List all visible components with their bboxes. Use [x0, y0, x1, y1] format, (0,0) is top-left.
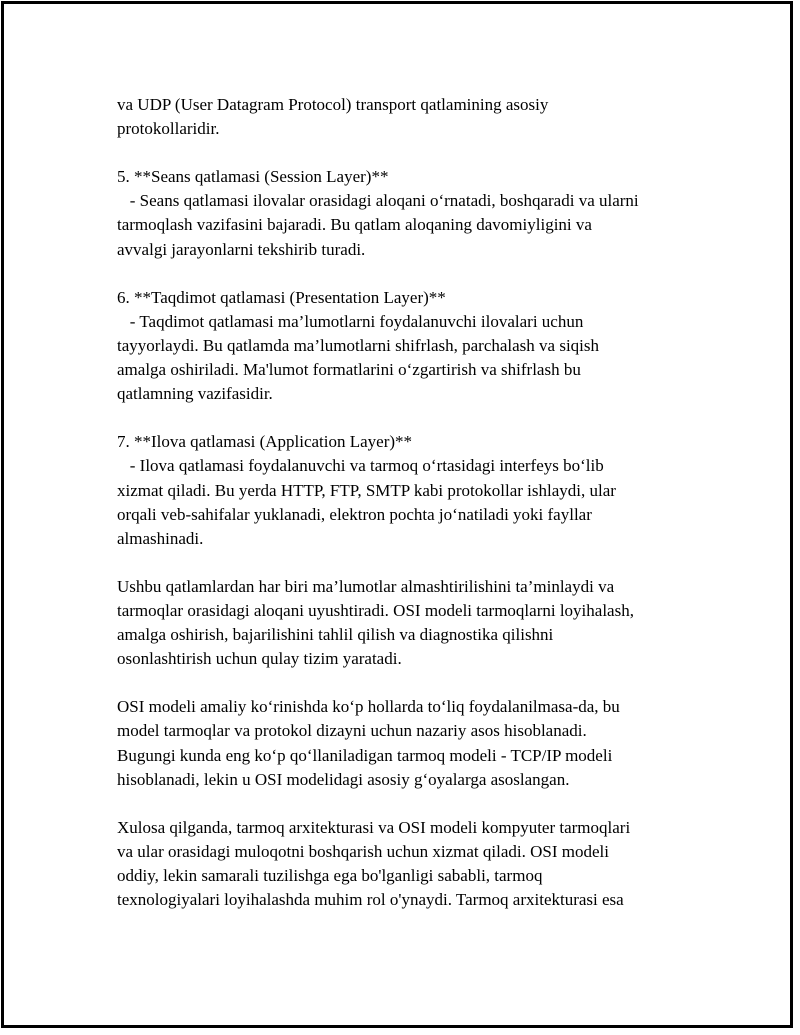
section-heading: 6. **Taqdimot qatlamasi (Presentation Layer)**: [117, 287, 446, 307]
text-line: xizmat qiladi. Bu yerda HTTP, FTP, SMTP kabi protokollar ishlaydi, ular: [117, 480, 616, 500]
text-line: amalga oshiriladi. Ma'lumot formatlarini o‘zgartirish va shifrlash bu: [117, 360, 581, 380]
paragraph-spacer: [117, 141, 717, 165]
text-line: hisoblanadi, lekin u OSI modelidagi asosiy g‘oyalarga asoslangan.: [117, 769, 570, 789]
text-line: amalga oshirish, bajarilishini tahlil qilish va diagnostika qilishni: [117, 625, 554, 645]
paragraph-intro: [117, 93, 717, 141]
text-line: orqali veb-sahifalar yuklanadi, elektron pochta jo‘natiladi yoki fayllar: [117, 504, 592, 524]
paragraph-spacer: [117, 262, 717, 286]
text-line: - Ilova qatlamasi foydalanuvchi va tarmoq o‘rtasidagi interfeys bo‘lib: [117, 456, 604, 476]
text-line: model tarmoqlar va protokol dizayni uchun nazariy asos hisoblanadi.: [117, 721, 587, 741]
paragraph-spacer: [117, 792, 717, 816]
text-line: oddiy, lekin samarali tuzilishga ega bo'lganligi sababli, tarmoq: [117, 866, 543, 885]
paragraph-conclusion: [117, 816, 717, 912]
text-line: qatlamning vazifasidir.: [117, 384, 273, 404]
section-presentation-layer: [117, 286, 717, 406]
section-heading: 5. **Seans qatlamasi (Session Layer)**: [117, 167, 389, 187]
document-body: [117, 93, 717, 912]
text-line: - Taqdimot qatlamasi ma’lumotlarni foydalanuvchi ilovalari uchun: [117, 311, 584, 331]
text-line: protokollaridir.: [117, 119, 220, 139]
section-heading: 7. **Ilova qatlamasi (Application Layer)**: [117, 432, 413, 452]
text-line: va ular orasidagi muloqotni boshqarish uchun xizmat qiladi. OSI modeli: [117, 841, 609, 861]
text-line: texnologiyalari loyihalashda muhim rol o'ynaydi. Tarmoq arxitekturasi esa: [117, 890, 624, 910]
section-session-layer: [117, 165, 717, 261]
text-line: - Seans qatlamasi ilovalar orasidagi aloqani o‘rnatadi, boshqaradi va ularni: [117, 191, 639, 211]
text-line: tayyorlaydi. Bu qatlamda ma’lumotlarni shifrlash, parchalash va siqish: [117, 335, 600, 355]
paragraph-spacer: [117, 671, 717, 695]
text-line: avvalgi jarayonlarni tekshirib turadi.: [117, 239, 366, 259]
text-line: osonlashtirish uchun qulay tizim yaratadi.: [117, 649, 402, 669]
text-line: Xulosa qilganda, tarmoq arxitekturasi va OSI modeli kompyuter tarmoqlari: [117, 817, 631, 837]
section-application-layer: [117, 430, 717, 550]
text-line: almashinadi.: [117, 528, 204, 548]
paragraph-spacer: [117, 406, 717, 430]
paragraph-spacer: [117, 551, 717, 575]
text-line: Bugungi kunda eng ko‘p qo‘llaniladigan tarmoq modeli - TCP/IP modeli: [117, 745, 613, 765]
text-line: OSI modeli amaliy ko‘rinishda ko‘p hollarda to‘liq foydalanilmasa-da, bu: [117, 697, 620, 717]
text-line: Ushbu qatlamlardan har biri ma’lumotlar almashtirilishini ta’minlaydi va: [117, 576, 615, 596]
text-line: tarmoqlash vazifasini bajaradi. Bu qatlam aloqaning davomiyligini va: [117, 215, 592, 235]
text-line: va UDP (User Datagram Protocol) transport qatlamining asosiy: [117, 95, 549, 114]
text-line: tarmoqlar orasidagi aloqani uyushtiradi. OSI modeli tarmoqlarni loyihalash,: [117, 600, 634, 620]
paragraph-tcpip: [117, 695, 717, 791]
paragraph-summary: [117, 575, 717, 671]
